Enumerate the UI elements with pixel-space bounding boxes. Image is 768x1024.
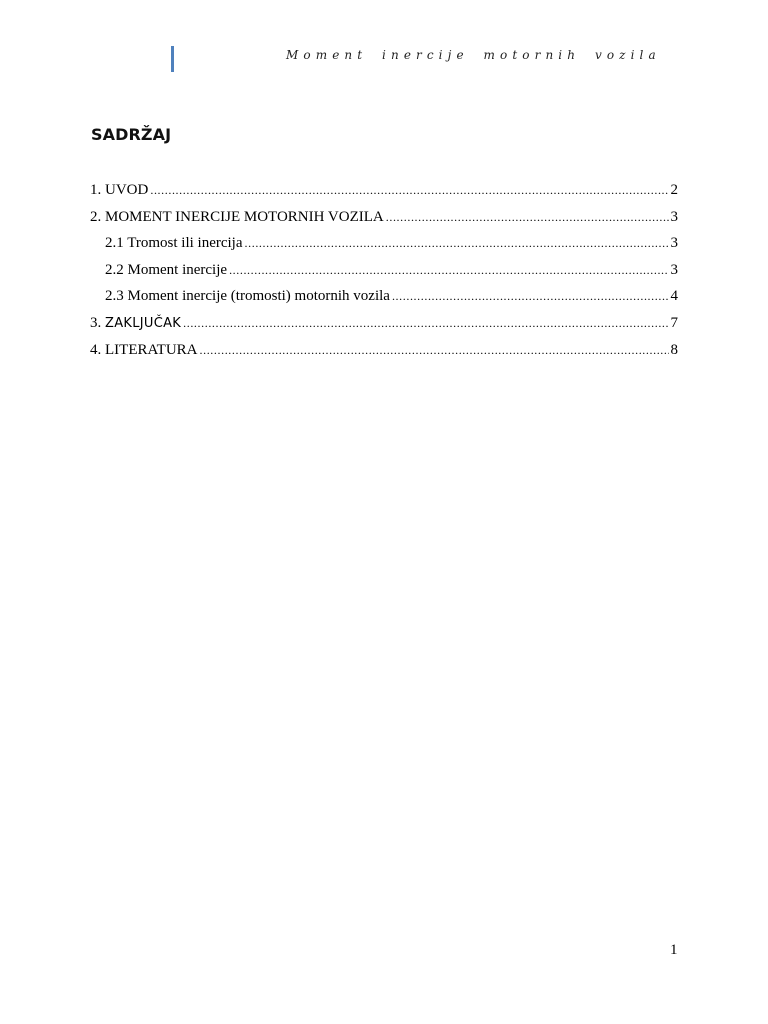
running-header-title: Moment inercije motornih vozila	[286, 48, 661, 62]
toc-entry-page: 7	[670, 314, 678, 331]
toc-entry-label: 4. LITERATURA	[90, 341, 198, 358]
toc-entry-uvod[interactable]	[90, 180, 678, 207]
toc-entry-moment-inercije[interactable]	[90, 260, 678, 287]
toc-dot-leader	[183, 313, 668, 333]
toc-entry-page: 3	[670, 208, 678, 225]
toc-entry-literatura[interactable]	[90, 340, 678, 367]
toc-dot-leader	[150, 180, 668, 200]
toc-entry-label: 2.2 Moment inercije	[105, 261, 228, 278]
toc-dot-leader	[392, 286, 669, 306]
toc-entry-page: 2	[670, 182, 678, 198]
toc-entry-label: 2.3 Moment inercije (tromosti) motornih vozila	[105, 288, 390, 305]
header-accent-bar	[171, 46, 174, 72]
toc-entry-zakljucak[interactable]	[90, 313, 678, 340]
toc-heading: SADRŽAJ	[91, 125, 172, 144]
toc-entry-label	[90, 313, 181, 334]
toc-entry-title: ZAKLJUČAK	[105, 315, 182, 331]
toc-entry-label: 2. MOMENT INERCIJE MOTORNIH VOZILA	[90, 208, 384, 225]
toc-entry-tromost-ili-inercija[interactable]	[90, 233, 678, 260]
toc-entry-moment-inercije-tromosti[interactable]	[90, 286, 678, 313]
toc-entry-label: 1. UVOD	[90, 182, 149, 198]
toc-dot-leader	[245, 233, 669, 253]
toc-entry-number: 3.	[90, 314, 105, 331]
toc-dot-leader	[229, 260, 668, 280]
toc-entry-page: 3	[670, 235, 678, 252]
table-of-contents	[90, 180, 678, 366]
toc-entry-page: 4	[670, 288, 678, 305]
toc-entry-page: 8	[670, 341, 678, 358]
toc-entry-label: 2.1 Tromost ili inercija	[105, 235, 243, 252]
toc-entry-page: 3	[670, 261, 678, 278]
toc-dot-leader	[386, 207, 669, 227]
toc-entry-moment-inercije-motornih-vozila[interactable]	[90, 207, 678, 234]
toc-dot-leader	[200, 340, 669, 360]
page-number: 1	[670, 942, 678, 958]
